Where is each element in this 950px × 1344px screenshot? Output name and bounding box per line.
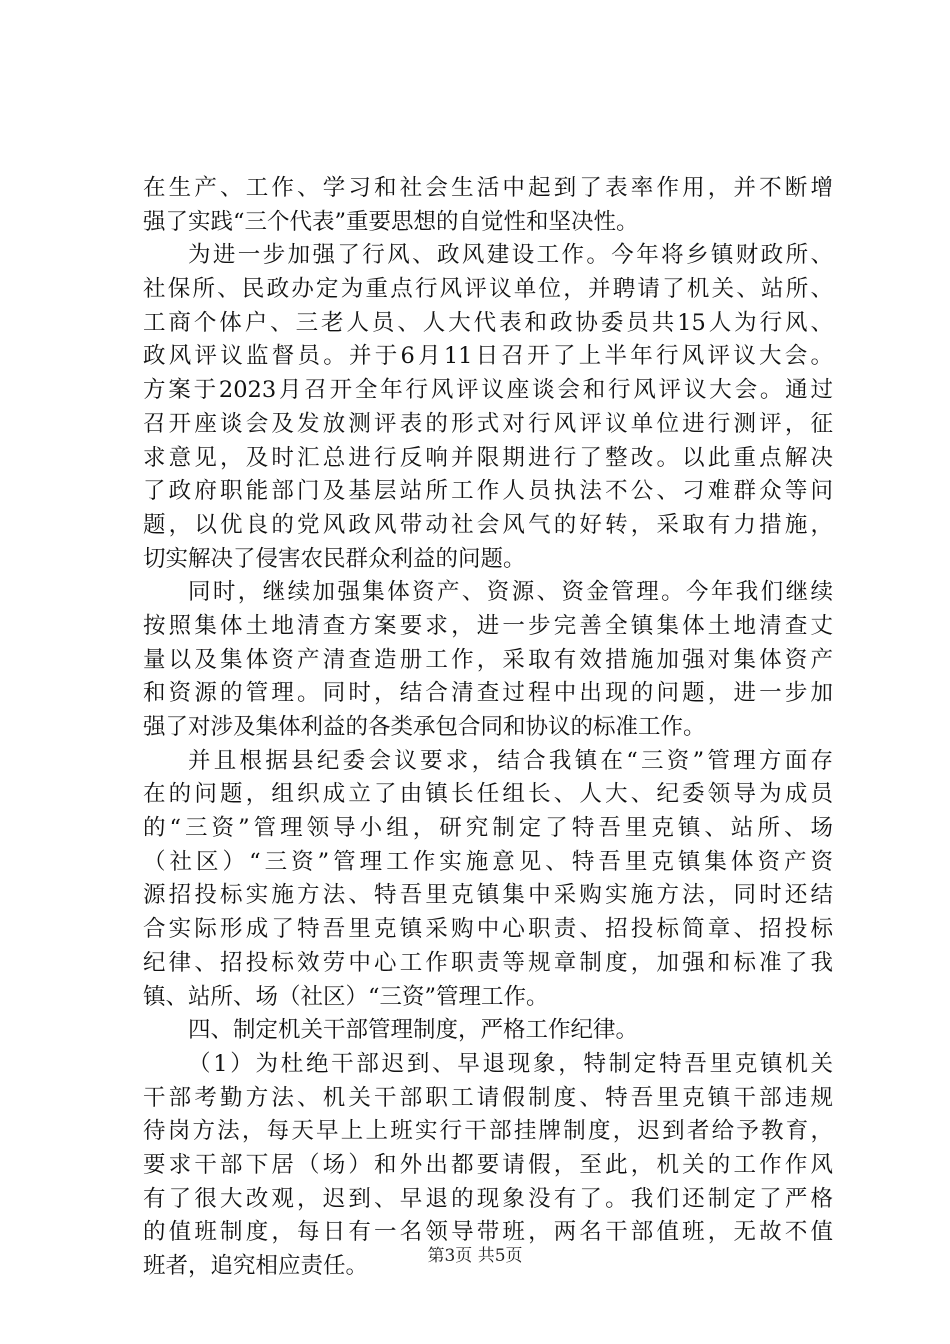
text-line: 镇、站所、场（社区）“三资”管理工作。 (143, 983, 549, 1010)
document-body (143, 172, 833, 1284)
text-line: 按照集体土地清查方案要求，进一步完善全镇集体土地清查丈 (143, 612, 833, 639)
text-line: 在的问题，组织成立了由镇长任组长、人大、纪委领导为成员 (143, 781, 833, 808)
text-line: 源招投标实施方法、特吾里克镇集中采购实施方法，同时还结 (143, 882, 833, 909)
text-line: 有了很大改观，迟到、早退的现象没有了。我们还制定了严格 (143, 1185, 833, 1212)
text-line: 方案于2023月召开全年行风评议座谈会和行风评议大会。通过 (143, 377, 833, 404)
text-line: 的“三资”管理领导小组，研究制定了特吾里克镇、站所、场 (143, 815, 833, 842)
text-line: 纪律、招投标效劳中心工作职责等规章制度，加强和标准了我 (143, 949, 833, 976)
text-line: （社区）“三资”管理工作实施意见、特吾里克镇集体资产资 (143, 848, 833, 875)
text-line: 的值班制度，每日有一名领导带班，两名干部值班，无故不值 (143, 1219, 833, 1246)
paragraph-start-line: 并且根据县纪委会议要求，结合我镇在“三资”管理方面存 (188, 747, 833, 774)
text-line: 了政府职能部门及基层站所工作人员执法不公、刁难群众等问 (143, 478, 833, 505)
text-line: 量以及集体资产清查造册工作，采取有效措施加强对集体资产 (143, 646, 833, 673)
paragraph-start-line: （1）为杜绝干部迟到、早退现象，特制定特吾里克镇机关 (188, 1050, 833, 1077)
text-line: 题，以优良的党风政风带动社会风气的好转，采取有力措施， (143, 511, 833, 538)
text-line: 社保所、民政办定为重点行风评议单位，并聘请了机关、站所、 (143, 276, 833, 303)
text-line: 在生产、工作、学习和社会生活中起到了表率作用，并不断增 (143, 175, 833, 201)
text-line: 召开座谈会及发放测评表的形式对行风评议单位进行测评，征 (143, 410, 833, 437)
text-line: 班者，追究相应责任。 (143, 1253, 369, 1279)
text-line: 和资源的管理。同时，结合清查过程中出现的问题，进一步加 (143, 680, 833, 707)
text-line: 切实解决了侵害农民群众利益的问题。 (143, 545, 526, 572)
paragraph-start-line: 同时，继续加强集体资产、资源、资金管理。今年我们继续 (188, 579, 833, 606)
text-line: 工商个体户、三老人员、人大代表和政协委员共15人为行风、 (143, 309, 833, 336)
text-line: 求意见，及时汇总进行反响并限期进行了整改。以此重点解决 (143, 444, 833, 471)
text-line: 合实际形成了特吾里克镇采购中心职责、招投标简章、招投标 (143, 916, 833, 943)
text-line: 强了对涉及集体利益的各类承包合同和协议的标准工作。 (143, 714, 706, 740)
text-line: 政风评议监督员。并于6月11日召开了上半年行风评议大会。 (143, 343, 833, 370)
text-line: 待岗方法，每天早上上班实行干部挂牌制度，迟到者给予教育， (143, 1118, 833, 1145)
text-line: 强了实践“三个代表”重要思想的自觉性和坚决性。 (143, 208, 639, 235)
text-line: 干部考勤方法、机关干部职工请假制度、特吾里克镇干部违规 (143, 1084, 833, 1111)
section-heading: 四、制定机关干部管理制度，严格工作纪律。 (188, 1017, 639, 1044)
paragraph-start-line: 为进一步加强了行风、政风建设工作。今年将乡镇财政所、 (188, 242, 833, 269)
page-number-footer: 第3页 共5页 (427, 1246, 523, 1266)
text-line: 要求干部下居（场）和外出都要请假，至此，机关的工作作风 (143, 1151, 833, 1178)
